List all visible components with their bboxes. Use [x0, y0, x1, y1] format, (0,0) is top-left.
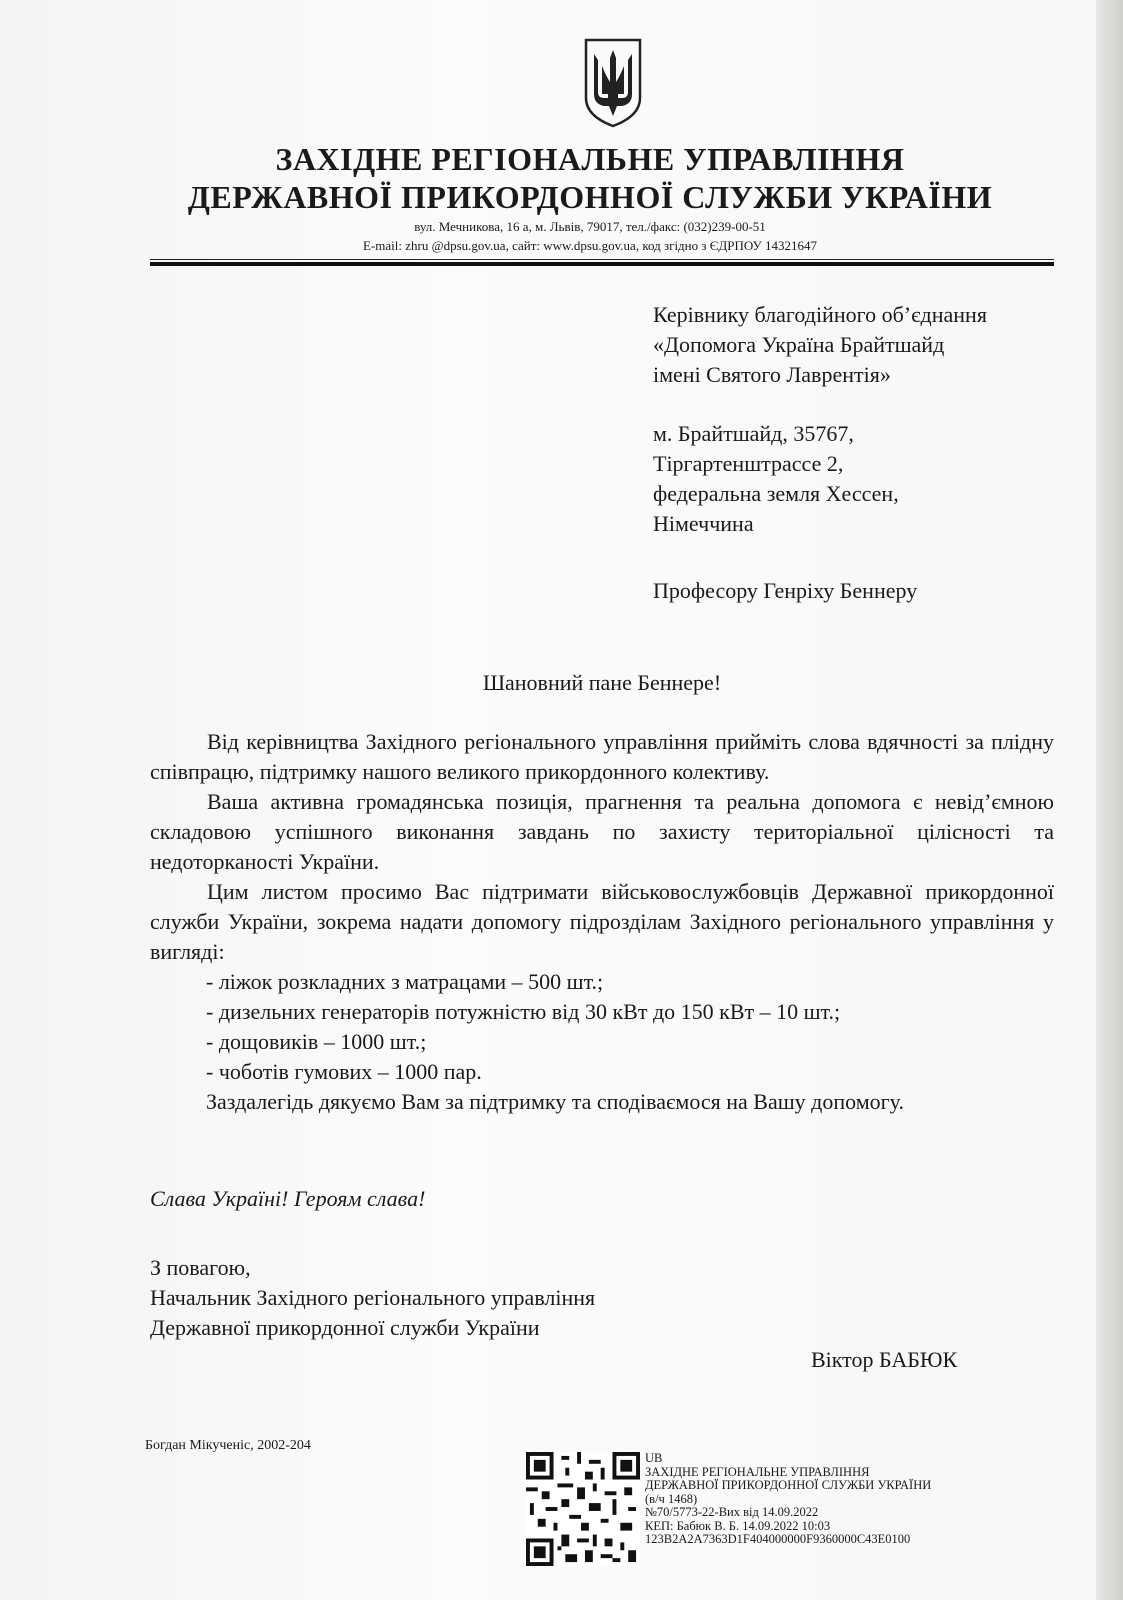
- request-item: - ліжок розкладних з матрацами – 500 шт.;: [206, 969, 604, 994]
- stamp-line: UB: [645, 1451, 663, 1465]
- addressee-address-line: м. Брайтшайд, 35767,: [653, 421, 854, 446]
- signer-position-line1: Начальник Західного регіонального управління: [150, 1285, 596, 1310]
- request-item: - чоботів гумових – 1000 пар.: [206, 1059, 482, 1084]
- stamp-line: №70/5773-22-Вих від 14.09.2022: [645, 1505, 819, 1519]
- organization-name-line1: ЗАХІДНЕ РЕГІОНАЛЬНЕ УПРАВЛІННЯ: [275, 141, 905, 177]
- thanks-line: Заздалегідь дякуємо Вам за підтримку та сподіваємося на Вашу допомогу.: [206, 1089, 904, 1114]
- body-paragraph: Цим листом просимо Вас підтримати військовослужбовців Державної прикордонної служби України, зокрема надати допомогу підрозділам Західного регіонального управління у вигляді:: [150, 879, 1054, 964]
- addressee-line: «Допомога Україна Брайтшайд: [653, 332, 945, 357]
- salutation: Шановний пане Беннере!: [482, 670, 722, 695]
- request-item: - дощовиків – 1000 шт.;: [206, 1029, 427, 1054]
- signer-name: Віктор БАБЮК: [811, 1347, 958, 1372]
- addressee-line: імені Святого Лаврентія»: [653, 362, 891, 387]
- stamp-line: КЕП: Бабюк В. Б. 14.09.2022 10:03: [645, 1518, 831, 1533]
- addressee-address-line: Тіргартенштрассе 2,: [653, 451, 844, 476]
- stamp-line: ДЕРЖАВНОЇ ПРИКОРДОННОЇ СЛУЖБИ УКРАЇНИ: [645, 1478, 932, 1492]
- organization-name-line2: ДЕРЖАВНОЇ ПРИКОРДОННОЇ СЛУЖБИ УКРАЇНИ: [187, 179, 993, 215]
- e-signature-stamp: [645, 1452, 931, 1547]
- addressee-line: Керівнику благодійного об’єднання: [653, 302, 987, 327]
- addressee-person: Професору Генріху Беннеру: [653, 578, 918, 603]
- stamp-line: (в/ч 1468): [645, 1491, 698, 1506]
- header-divider-thin: [150, 259, 1054, 260]
- trident-icon: [582, 36, 644, 128]
- body-paragraph: Ваша активна громадянська позиція, прагнення та реальна допомога є невід’ємною складовою успішного виконання завдань по захисту територіальної цілісності та недоторканості України.: [150, 789, 1054, 874]
- body-paragraph: Від керівництва Західного регіонального управління прийміть слова вдячності за плідну співпрацю, підтримку нашого великого прикордонного колективу.: [150, 729, 1054, 784]
- signer-position-line2: Державної прикордонної служби України: [150, 1315, 540, 1340]
- stamp-line: 123B2A2A7363D1F404000000F9360000C43E0100: [645, 1532, 911, 1546]
- addressee-address-line: Німеччина: [653, 511, 754, 536]
- slogan: Слава Україні! Героям слава!: [150, 1186, 426, 1211]
- addressee-address-line: федеральна земля Хессен,: [653, 481, 899, 506]
- stamp-line: ЗАХІДНЕ РЕГІОНАЛЬНЕ УПРАВЛІННЯ: [645, 1464, 870, 1479]
- header-divider-thick: [150, 262, 1054, 266]
- letter-body: [150, 727, 1054, 1117]
- page-edge: [1096, 0, 1123, 1600]
- contact-email-site: E-mail: zhru @dpsu.gov.ua, сайт: www.dpsu.gov.ua, код згідно з ЄДРПОУ 14321647: [363, 238, 817, 253]
- closing-regards: З повагою,: [150, 1255, 251, 1280]
- executor-note: Богдан Мікученіс, 2002-204: [145, 1438, 311, 1453]
- qr-code-icon: [526, 1452, 640, 1566]
- contact-address: вул. Мечникова, 16 а, м. Львів, 79017, тел./факс: (032)239-00-51: [414, 219, 766, 234]
- request-item: - дизельних генераторів потужністю від 30 кВт до 150 кВт – 10 шт.;: [206, 999, 841, 1024]
